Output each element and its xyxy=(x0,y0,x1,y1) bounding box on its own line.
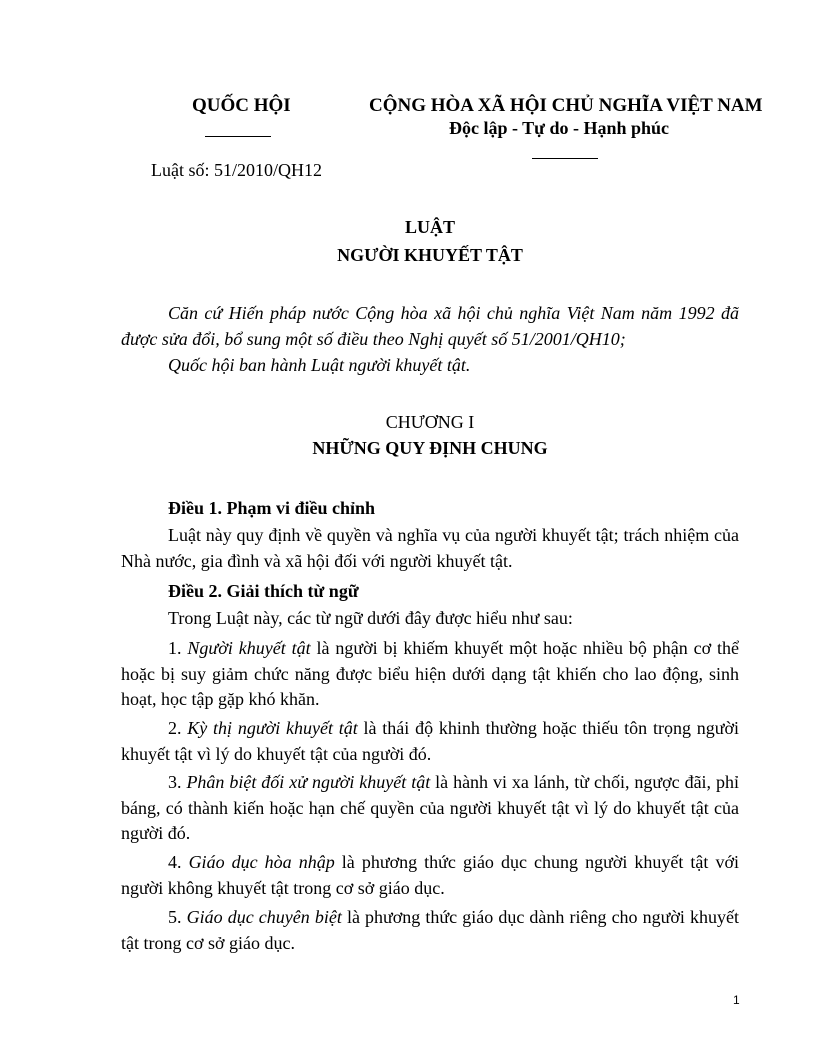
definition-item xyxy=(121,905,739,956)
definition-term: Giáo dục chuyên biệt xyxy=(186,907,342,927)
article-2-heading: Điều 2. Giải thích từ ngữ xyxy=(168,581,359,601)
issuing-authority: QUỐC HỘI xyxy=(192,95,291,116)
authority-underline xyxy=(205,136,271,137)
document-title: NGƯỜI KHUYẾT TẬT xyxy=(337,245,523,265)
definition-text: là phương thức giáo dục dành riêng cho người khuyết tật trong cơ sở giáo dục. xyxy=(121,907,740,953)
definition-item xyxy=(121,716,739,767)
definition-term: Phân biệt đối xử người khuyết tật xyxy=(186,772,431,792)
state-title: CỘNG HÒA XÃ HỘI CHỦ NGHĨA VIỆT NAM xyxy=(369,95,763,116)
preamble-enactment: Quốc hội ban hành Luật người khuyết tật. xyxy=(168,355,471,375)
definition-term: Giáo dục hòa nhập xyxy=(188,852,335,872)
definition-number: 2. xyxy=(168,718,188,738)
definition-item xyxy=(121,850,739,901)
definition-text: là hành vi xa lánh, từ chối, ngược đãi, phỉ báng, có thành kiến hoặc hạn chế quyền của người khuyết tật vì lý do khuyết tật của người đó. xyxy=(121,772,739,843)
chapter-label: CHƯƠNG I xyxy=(385,412,475,432)
definition-number: 4. xyxy=(168,852,189,872)
definition-term: Người khuyết tật xyxy=(187,638,311,658)
definition-term: Kỳ thị người khuyết tật xyxy=(187,718,358,738)
article-2-intro: Trong Luật này, các từ ngữ dưới đây được hiểu như sau: xyxy=(168,608,573,628)
definition-item xyxy=(121,770,739,847)
motto-underline xyxy=(532,158,598,159)
definition-item xyxy=(121,636,739,713)
preamble-basis: Căn cứ Hiến pháp nước Cộng hòa xã hội chủ nghĩa Việt Nam năm 1992 đã được sửa đổi, bổ sung một số điều theo Nghị quyết số 51/2001/QH10; xyxy=(121,303,739,349)
chapter-title: NHỮNG QUY ĐỊNH CHUNG xyxy=(312,438,548,458)
article-1-heading: Điều 1. Phạm vi điều chỉnh xyxy=(168,498,376,518)
page-number: 1 xyxy=(733,993,740,1007)
definition-number: 1. xyxy=(168,638,188,658)
definition-text: là thái độ khinh thường hoặc thiếu tôn trọng người khuyết tật vì lý do khuyết tật của người đó. xyxy=(121,718,739,764)
state-motto: Độc lập - Tự do - Hạnh phúc xyxy=(449,118,670,138)
law-number: Luật số: 51/2010/QH12 xyxy=(151,160,322,180)
article-1-body: Luật này quy định về quyền và nghĩa vụ của người khuyết tật; trách nhiệm của Nhà nước, gia đình và xã hội đối với người khuyết tật. xyxy=(121,525,739,571)
definition-text: là phương thức giáo dục chung người khuyết tật với người không khuyết tật trong cơ sở giáo dục. xyxy=(121,852,739,898)
definition-number: 5. xyxy=(168,907,187,927)
definition-number: 3. xyxy=(168,772,187,792)
document-type: LUẬT xyxy=(404,217,455,237)
definition-text: là người bị khiếm khuyết một hoặc nhiều bộ phận cơ thể hoặc bị suy giảm chức năng được biểu hiện dưới dạng tật khiến cho lao động, sinh hoạt, học tập gặp khó khăn. xyxy=(121,638,739,709)
